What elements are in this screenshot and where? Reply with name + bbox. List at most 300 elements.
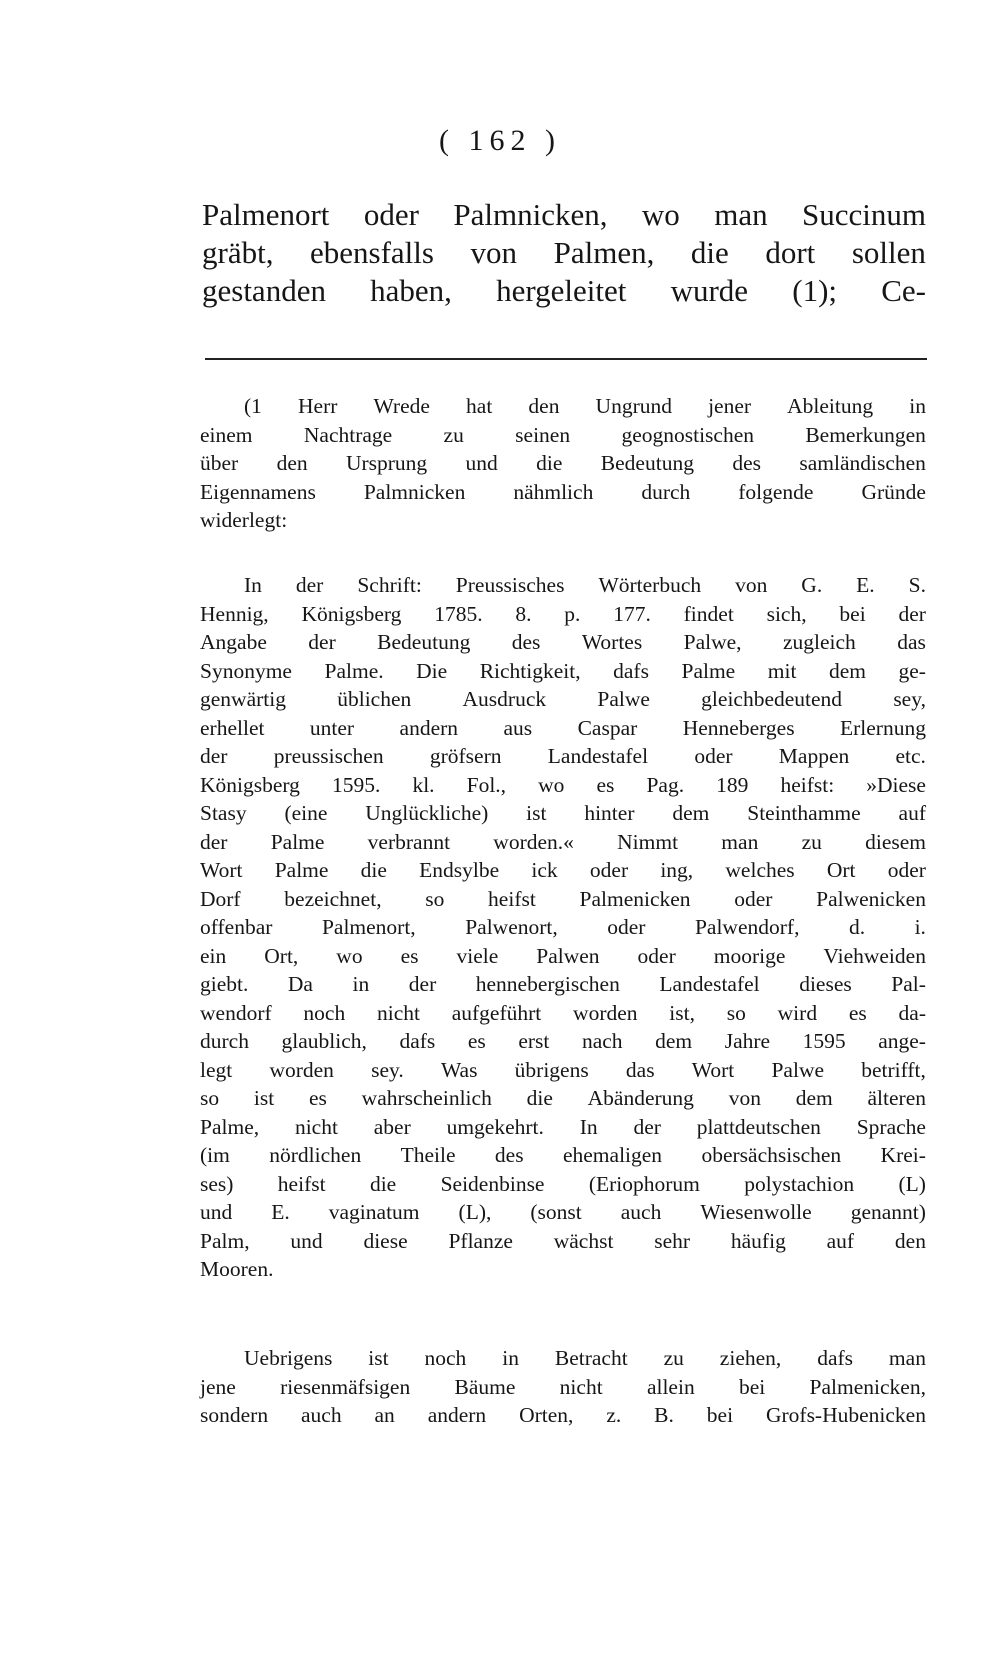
word: sey. (371, 1057, 404, 1082)
word: E. (271, 1200, 290, 1224)
word: das (625, 1057, 655, 1082)
word: Landestafel (547, 744, 649, 768)
footnote-line (200, 771, 926, 800)
footnote-line (200, 657, 926, 686)
word: aufgeführt (451, 1000, 542, 1025)
word: sey, (893, 687, 926, 711)
word: Palmenicken, (809, 1374, 926, 1399)
word: folgende (738, 479, 814, 504)
word: hinter (584, 801, 635, 825)
word: (L), (458, 1200, 492, 1224)
word: wo (538, 772, 565, 797)
word: Ort (826, 858, 856, 882)
word: der (200, 829, 228, 854)
word: auch (620, 1200, 662, 1224)
word: gestanden (202, 273, 326, 308)
word: Pflanze (448, 1228, 513, 1253)
word: ist (526, 801, 547, 825)
word: betrifft, (861, 1057, 926, 1082)
word: aber (373, 1114, 411, 1139)
word: heifst (277, 1171, 326, 1196)
word: noch (303, 1000, 346, 1025)
word: hat (466, 394, 493, 418)
footnote-divider (205, 358, 927, 360)
word: Unglückliche) (365, 801, 489, 825)
word: ge- (898, 658, 926, 683)
word: es (848, 1000, 867, 1025)
word: von (728, 1086, 761, 1110)
footnote-line (200, 392, 926, 421)
word: Abänderung (587, 1086, 694, 1110)
word: den (276, 451, 308, 475)
word: oder (887, 858, 926, 882)
word: Endsylbe (419, 858, 500, 882)
word: Ableitung (787, 394, 874, 418)
word: Ursprung (345, 451, 428, 475)
word: Herr (298, 394, 338, 418)
word: bei (738, 1374, 766, 1399)
word: ick (531, 858, 558, 882)
word: wahrscheinlich (361, 1086, 492, 1110)
word: Was (440, 1057, 478, 1082)
word: worden (573, 1000, 638, 1025)
footnote-line (200, 714, 926, 743)
word: Palmen, (553, 235, 655, 270)
word: in (502, 1346, 519, 1370)
word: jener (708, 394, 752, 418)
word: nach (581, 1029, 623, 1053)
word: aus (503, 715, 533, 740)
word: auch (300, 1403, 342, 1427)
word: etc. (895, 744, 926, 768)
word: giebt. (200, 972, 249, 996)
footnote-line (200, 1198, 926, 1227)
footnote-line (200, 1401, 926, 1430)
word: diese (363, 1228, 408, 1253)
word: ist (253, 1086, 275, 1110)
word: bei (706, 1403, 734, 1427)
word: Bäume (454, 1374, 516, 1399)
word: die (690, 235, 729, 270)
word: oder (734, 886, 773, 911)
word: (1 (244, 394, 262, 418)
word: Palwenort, (465, 915, 558, 939)
word: Henneberges (682, 715, 795, 740)
word: dafs (817, 1346, 854, 1370)
footnote-line (200, 1227, 926, 1256)
word: jene (200, 1374, 236, 1399)
word: dem (828, 658, 866, 683)
word: das (897, 630, 926, 654)
word: sondern (200, 1403, 269, 1427)
word: 1595 (802, 1029, 846, 1053)
word: Succinum (802, 197, 926, 232)
footnote-paragraph-1 (200, 392, 926, 535)
word: Preussisches (455, 573, 565, 597)
word: heifst (488, 886, 536, 911)
word: des (511, 630, 541, 654)
main-text-line (202, 272, 926, 310)
word: Schrift: (357, 573, 422, 597)
word: wendorf (200, 1000, 272, 1025)
word: gräbt, (202, 235, 274, 270)
word: der (633, 1114, 661, 1139)
word: Palmnicken (363, 479, 466, 504)
word: wo (641, 197, 680, 232)
word: Palm, (200, 1228, 250, 1253)
word: sollen (851, 235, 926, 270)
word: (sonst (530, 1200, 582, 1224)
word: »Diese (866, 772, 926, 797)
word: Palme, (200, 1114, 260, 1139)
word: der (898, 601, 926, 626)
word: so (726, 1000, 746, 1025)
word: seinen (515, 422, 571, 447)
word: der (408, 972, 437, 996)
word: Ort, (264, 943, 299, 968)
word: übrigens (514, 1057, 589, 1082)
word: 177. (613, 601, 651, 626)
word: Pag. (646, 772, 685, 797)
word: andern (427, 1403, 487, 1427)
main-text (202, 196, 926, 310)
word: Synonyme (200, 658, 292, 683)
footnote-line (200, 478, 926, 507)
word: Gründe (861, 479, 926, 504)
word: dem (655, 1029, 693, 1053)
word: an (374, 1403, 395, 1427)
word: Nimmt (617, 829, 679, 854)
word: findet (683, 601, 734, 626)
word: bei (839, 601, 866, 626)
word: Dorf (200, 886, 241, 911)
word: Fol., (466, 772, 507, 797)
word: noch (424, 1346, 467, 1370)
word: diesem (865, 829, 926, 854)
word: Betracht (554, 1346, 628, 1370)
main-text-line (202, 196, 926, 234)
word: obersächsischen (701, 1143, 842, 1167)
word: Palmenicken (579, 886, 691, 911)
word: so (200, 1086, 220, 1110)
word: worden (269, 1057, 334, 1082)
word: es (308, 1086, 327, 1110)
word: Grofs-Hubenicken (765, 1403, 926, 1427)
word: üblichen (337, 687, 412, 711)
word: In (579, 1114, 598, 1139)
word: G. (801, 573, 823, 597)
word: Mooren. (200, 1257, 274, 1281)
word: auf (898, 801, 926, 825)
word: auf (826, 1228, 855, 1253)
word: oder (607, 915, 646, 939)
footnote-line (200, 1170, 926, 1199)
word: Orten, (519, 1403, 574, 1427)
word: sehr (654, 1228, 691, 1253)
word: des (732, 451, 761, 475)
word: worden.« (493, 829, 574, 854)
footnote-line (200, 742, 926, 771)
word: da- (898, 1000, 926, 1025)
word: viele (456, 943, 499, 968)
word: S. (908, 573, 926, 597)
word: 1785. (434, 601, 483, 626)
word: dieses (799, 972, 852, 996)
word: wächst (553, 1228, 614, 1253)
word: Viehweiden (823, 943, 926, 968)
word: man (721, 829, 759, 854)
word: Palmenort (202, 197, 330, 232)
word: Palme (274, 858, 329, 882)
word: riesenmäfsigen (280, 1374, 411, 1399)
word: p. (564, 601, 581, 626)
footnote-line (200, 449, 926, 478)
word: 8. (515, 601, 532, 626)
word: der (308, 630, 336, 654)
word: legt (200, 1057, 233, 1082)
footnote-line (200, 1141, 926, 1170)
word: samländischen (799, 451, 926, 475)
word: nicht (559, 1374, 603, 1399)
word: (Eriophorum (588, 1171, 700, 1196)
word: älteren (867, 1086, 926, 1110)
word: Palwen (536, 943, 600, 968)
footnote-line (200, 885, 926, 914)
word: Jahre (724, 1029, 771, 1053)
word: Palwenicken (816, 886, 926, 911)
word: Seidenbinse (440, 1171, 545, 1196)
word: In (244, 573, 262, 597)
word: den (528, 394, 560, 418)
word: Ausdruck (462, 687, 547, 711)
word: Richtigkeit, (479, 658, 581, 683)
word: wo (336, 943, 363, 968)
word: der (200, 744, 228, 768)
word: durch (200, 1029, 249, 1053)
word: ing, (660, 858, 694, 882)
word: z. (606, 1403, 622, 1427)
word: (eine (284, 801, 328, 825)
word: Palme (270, 829, 325, 854)
word: dem (795, 1086, 833, 1110)
word: Da (287, 972, 313, 996)
footnote-line (200, 856, 926, 885)
word: dem (672, 801, 710, 825)
word: sich, (766, 601, 807, 626)
word: d. (848, 915, 866, 939)
footnote-line (200, 600, 926, 629)
word: Eigennamens (200, 479, 316, 504)
word: von (470, 235, 518, 270)
word: es (400, 943, 419, 968)
word: die (536, 451, 563, 475)
word: E. (856, 573, 875, 597)
word: Wörterbuch (598, 573, 702, 597)
word: durch (641, 479, 691, 504)
footnote-line (200, 506, 926, 535)
word: Palmnicken, (453, 197, 608, 232)
word: Uebrigens (244, 1346, 333, 1370)
word: des (494, 1143, 524, 1167)
footnote-line (200, 1027, 926, 1056)
word: ist (368, 1346, 389, 1370)
word: häufig (730, 1228, 786, 1253)
word: es (596, 772, 615, 797)
word: den (894, 1228, 926, 1253)
word: zu (663, 1346, 684, 1370)
word: genwärtig (200, 687, 286, 711)
word: Steinthamme (747, 801, 861, 825)
footnote-line (200, 799, 926, 828)
word: geognostischen (621, 422, 754, 447)
word: Königsberg (200, 772, 300, 797)
footnote-line (200, 421, 926, 450)
word: bezeichnet, (284, 886, 382, 911)
footnote-line (200, 1056, 926, 1085)
word: Wort (200, 858, 243, 882)
word: in (352, 972, 370, 996)
word: die (369, 1171, 397, 1196)
footnote-line (200, 828, 926, 857)
word: (im (200, 1143, 230, 1167)
word: die (360, 858, 387, 882)
word: gleichbedeutend (701, 687, 843, 711)
word: Wrede (373, 394, 430, 418)
footnote-line (200, 942, 926, 971)
word: Pal- (891, 972, 926, 996)
word: Palwe, (683, 630, 742, 654)
word: Königsberg (301, 601, 402, 626)
word: Sprache (856, 1114, 926, 1139)
word: es (467, 1029, 486, 1053)
word: man (888, 1346, 926, 1370)
word: zugleich (782, 630, 856, 654)
word: Ce- (881, 273, 926, 308)
word: heifst: (780, 772, 835, 797)
word: verbrannt (367, 829, 451, 854)
word: vaginatum (328, 1200, 420, 1224)
word: Hennig, (200, 601, 269, 626)
main-text-line (202, 234, 926, 272)
word: glaublich, (281, 1029, 367, 1053)
word: und (200, 1200, 233, 1224)
word: Angabe (200, 630, 267, 654)
word: Nachtrage (303, 422, 393, 447)
word: zu (801, 829, 822, 854)
footnote-line (200, 1344, 926, 1373)
footnote-line (200, 970, 926, 999)
word: mit (767, 658, 797, 683)
word: wurde (670, 273, 749, 308)
word: von (735, 573, 768, 597)
word: oder (637, 943, 676, 968)
word: erhellet (200, 715, 265, 740)
word: nicht (294, 1114, 338, 1139)
word: offenbar (200, 915, 273, 939)
word: nördlichen (269, 1143, 362, 1167)
word: oder (589, 858, 629, 882)
footnote-line (200, 1084, 926, 1113)
word: so (425, 886, 445, 911)
word: ses) (200, 1171, 234, 1196)
word: man (714, 197, 768, 232)
word: in (909, 394, 926, 418)
word: polystachion (744, 1171, 855, 1196)
word: Bedeutung (377, 630, 471, 654)
word: ist, (669, 1000, 695, 1025)
word: nicht (376, 1000, 420, 1025)
word: Bemerkungen (805, 422, 926, 447)
page-number: ( 162 ) (439, 124, 561, 157)
word: Palme (681, 658, 736, 683)
word: Die (416, 658, 448, 683)
word: allein (646, 1374, 695, 1399)
word: i. (914, 915, 926, 939)
word: wird (777, 1000, 818, 1025)
word: (L) (898, 1171, 926, 1196)
word: gröfsern (429, 744, 502, 768)
footnote-line (200, 1113, 926, 1142)
word: hergeleitet (496, 273, 627, 308)
word: einem (200, 422, 253, 447)
word: Palwendorf, (694, 915, 800, 939)
word: ebensfalls (310, 235, 434, 270)
word: moorige (713, 943, 786, 968)
word: ein (200, 943, 227, 968)
word: erst (518, 1029, 550, 1053)
word: 189 (716, 772, 749, 797)
footnote-line (200, 999, 926, 1028)
word: Wort (691, 1057, 735, 1082)
word: 1595. (332, 772, 381, 797)
word: Wiesenwolle (700, 1200, 812, 1224)
word: plattdeutschen (696, 1114, 821, 1139)
word: Theile (400, 1143, 456, 1167)
word: ehemaligen (562, 1143, 663, 1167)
word: dafs (399, 1029, 436, 1053)
word: Palwe (597, 687, 650, 711)
word: kl. (412, 772, 435, 797)
word: Landestafel (659, 972, 760, 996)
word: nähmlich (513, 479, 594, 504)
word: andern (399, 715, 459, 740)
word: widerlegt: (200, 508, 288, 532)
word: Wortes (581, 630, 643, 654)
footnote-line (200, 685, 926, 714)
word: genannt) (850, 1200, 926, 1224)
word: Palmenort, (321, 915, 416, 939)
word: preussischen (273, 744, 384, 768)
word: Caspar (577, 715, 638, 740)
footnote-line (200, 628, 926, 657)
word: Ungrund (595, 394, 672, 418)
word: dort (765, 235, 816, 270)
word: Krei- (880, 1143, 926, 1167)
word: Palwe (771, 1057, 825, 1082)
word: B. (654, 1403, 674, 1427)
word: und (465, 451, 498, 475)
footnote-line (200, 913, 926, 942)
word: Palme. (324, 658, 384, 683)
word: hennebergischen (475, 972, 620, 996)
footnote-paragraph-3 (200, 1344, 926, 1430)
word: der (295, 573, 324, 597)
word: und (290, 1228, 323, 1253)
footnote-line (200, 1255, 926, 1284)
word: Mappen (778, 744, 850, 768)
word: die (526, 1086, 553, 1110)
word: ange- (878, 1029, 926, 1053)
